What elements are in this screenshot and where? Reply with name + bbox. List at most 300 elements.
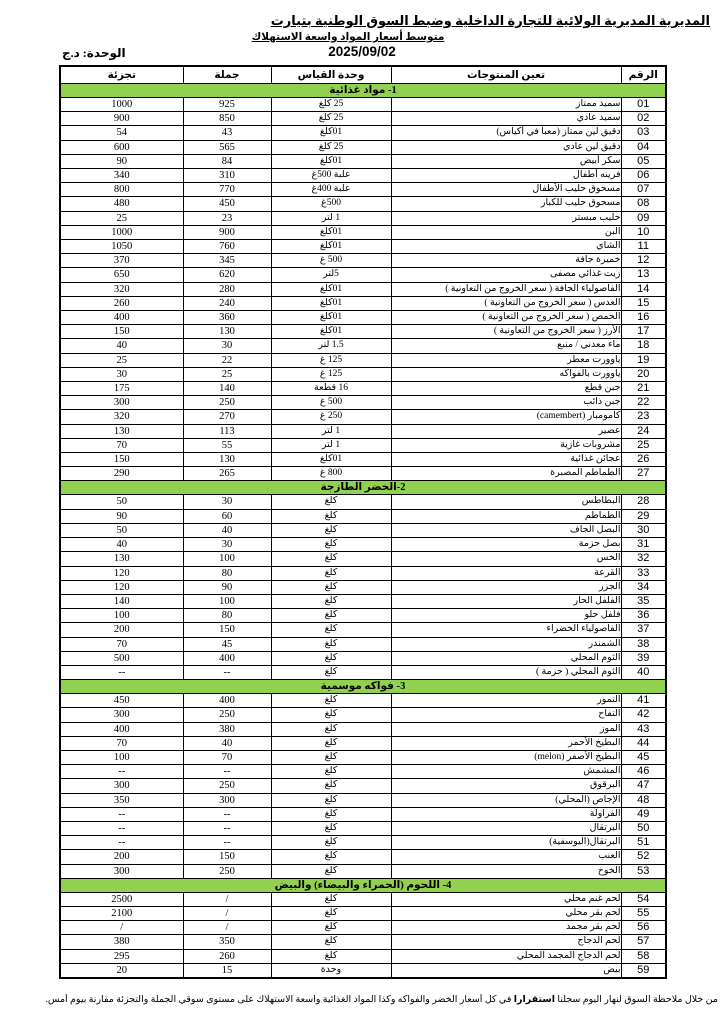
cell-retail-price: 320 <box>60 282 183 296</box>
cell-product-name: مشروبات غازية <box>391 438 621 452</box>
cell-number: 45 <box>621 750 666 764</box>
cell-wholesale-price: 250 <box>183 864 271 878</box>
cell-product-name: الأرز ( سعر الخروج من التعاونية ) <box>391 325 621 339</box>
cell-retail-price: 140 <box>60 594 183 608</box>
cell-number: 35 <box>621 594 666 608</box>
cell-retail-price: 600 <box>60 140 183 154</box>
cell-wholesale-price: 90 <box>183 580 271 594</box>
cell-product-name: جبن قطع <box>391 382 621 396</box>
table-row <box>60 864 666 878</box>
cell-retail-price: 120 <box>60 566 183 580</box>
cell-product-name: الشاي <box>391 240 621 254</box>
table-row <box>60 98 666 112</box>
cell-wholesale-price: 150 <box>183 623 271 637</box>
cell-wholesale-price: 450 <box>183 197 271 211</box>
table-row <box>60 169 666 183</box>
cell-number: 17 <box>621 325 666 339</box>
cell-number: 09 <box>621 211 666 225</box>
cell-retail-price: 260 <box>60 296 183 310</box>
cell-product-name: الفاصولياء الخضراء <box>391 623 621 637</box>
table-row <box>60 453 666 467</box>
cell-retail-price: 50 <box>60 495 183 509</box>
cell-number: 42 <box>621 708 666 722</box>
cell-retail-price: 340 <box>60 169 183 183</box>
cell-retail-price: 400 <box>60 311 183 325</box>
cell-retail-price: 1000 <box>60 225 183 239</box>
cell-measure-unit: كلغ <box>271 750 391 764</box>
cell-measure-unit: كلغ <box>271 850 391 864</box>
column-header-3: جملة <box>183 66 271 84</box>
cell-measure-unit: كلغ <box>271 821 391 835</box>
cell-measure-unit: كلغ <box>271 609 391 623</box>
table-row <box>60 538 666 552</box>
cell-wholesale-price: 30 <box>183 339 271 353</box>
cell-number: 47 <box>621 779 666 793</box>
cell-number: 23 <box>621 410 666 424</box>
cell-wholesale-price: 30 <box>183 538 271 552</box>
date-row <box>59 44 665 63</box>
cell-wholesale-price: 80 <box>183 609 271 623</box>
table-row <box>60 382 666 396</box>
cell-measure-unit: 800 غ <box>271 467 391 481</box>
cell-product-name: لحم الدجاج <box>391 935 621 949</box>
cell-number: 10 <box>621 225 666 239</box>
cell-wholesale-price: 130 <box>183 325 271 339</box>
cell-measure-unit: كلغ <box>271 807 391 821</box>
table-row <box>60 367 666 381</box>
cell-retail-price: 150 <box>60 453 183 467</box>
cell-wholesale-price: 113 <box>183 424 271 438</box>
cell-product-name: خميرة جافة <box>391 254 621 268</box>
cell-number: 36 <box>621 609 666 623</box>
cell-wholesale-price: 60 <box>183 509 271 523</box>
cell-number: 02 <box>621 112 666 126</box>
table-row <box>60 850 666 864</box>
table-row <box>60 906 666 920</box>
table-row <box>60 410 666 424</box>
cell-wholesale-price: 400 <box>183 694 271 708</box>
cell-wholesale-price: / <box>183 921 271 935</box>
table-row <box>60 949 666 963</box>
cell-retail-price: 100 <box>60 750 183 764</box>
cell-number: 54 <box>621 892 666 906</box>
cell-number: 57 <box>621 935 666 949</box>
table-row <box>60 963 666 978</box>
cell-measure-unit: كلغ <box>271 566 391 580</box>
cell-retail-price: -- <box>60 807 183 821</box>
cell-wholesale-price: -- <box>183 836 271 850</box>
cell-product-name: الموز <box>391 722 621 736</box>
section-header-row-1 <box>60 84 666 98</box>
table-row <box>60 765 666 779</box>
table-row <box>60 935 666 949</box>
cell-retail-price: 100 <box>60 609 183 623</box>
footer-note-bold-word: استقرارا <box>513 994 555 1005</box>
cell-product-name: لحم غنم محلي <box>391 892 621 906</box>
cell-measure-unit: كلغ <box>271 708 391 722</box>
cell-measure-unit: 1 لتر <box>271 211 391 225</box>
table-row <box>60 225 666 239</box>
cell-retail-price: 40 <box>60 339 183 353</box>
table-row <box>60 694 666 708</box>
cell-product-name: لحم بقر محلي <box>391 906 621 920</box>
cell-number: 40 <box>621 665 666 679</box>
price-table <box>59 65 667 979</box>
cell-number: 21 <box>621 382 666 396</box>
table-row <box>60 467 666 481</box>
cell-retail-price: 350 <box>60 793 183 807</box>
cell-number: 12 <box>621 254 666 268</box>
cell-wholesale-price: 80 <box>183 566 271 580</box>
cell-retail-price: 300 <box>60 396 183 410</box>
cell-measure-unit: 01كلغ <box>271 154 391 168</box>
cell-measure-unit: 01كلغ <box>271 282 391 296</box>
cell-measure-unit: 5لتر <box>271 268 391 282</box>
table-row <box>60 140 666 154</box>
section-header-row-2 <box>60 481 666 495</box>
cell-product-name: فرينه أطفال <box>391 169 621 183</box>
cell-wholesale-price: 760 <box>183 240 271 254</box>
cell-product-name: البطاطس <box>391 495 621 509</box>
table-row <box>60 325 666 339</box>
cell-number: 43 <box>621 722 666 736</box>
table-row <box>60 793 666 807</box>
cell-number: 51 <box>621 836 666 850</box>
table-row <box>60 779 666 793</box>
table-row <box>60 339 666 353</box>
table-row <box>60 736 666 750</box>
cell-retail-price: -- <box>60 765 183 779</box>
cell-product-name: عجائن غذائية <box>391 453 621 467</box>
table-row <box>60 580 666 594</box>
table-row <box>60 637 666 651</box>
cell-measure-unit: كلغ <box>271 495 391 509</box>
cell-retail-price: 150 <box>60 325 183 339</box>
cell-retail-price: 130 <box>60 424 183 438</box>
cell-measure-unit: 01كلغ <box>271 240 391 254</box>
cell-wholesale-price: / <box>183 906 271 920</box>
cell-retail-price: 30 <box>60 367 183 381</box>
cell-product-name: كامومبار (camembert) <box>391 410 621 424</box>
cell-retail-price: 54 <box>60 126 183 140</box>
column-header-0: الرقم <box>621 66 666 84</box>
cell-product-name: البرقوق <box>391 779 621 793</box>
cell-wholesale-price: / <box>183 892 271 906</box>
cell-product-name: زيت غذائي مصفى <box>391 268 621 282</box>
table-row <box>60 566 666 580</box>
cell-measure-unit: كلغ <box>271 779 391 793</box>
table-row <box>60 211 666 225</box>
currency-unit-label: الوحدة: د.ج <box>62 46 126 60</box>
cell-measure-unit: 1 لتر <box>271 438 391 452</box>
cell-measure-unit: كلغ <box>271 906 391 920</box>
cell-measure-unit: كلغ <box>271 580 391 594</box>
cell-retail-price: 400 <box>60 722 183 736</box>
cell-retail-price: 295 <box>60 949 183 963</box>
cell-wholesale-price: 15 <box>183 963 271 978</box>
cell-measure-unit: 01كلغ <box>271 296 391 310</box>
cell-measure-unit: 01كلغ <box>271 126 391 140</box>
cell-measure-unit: 01كلغ <box>271 311 391 325</box>
cell-retail-price: 1050 <box>60 240 183 254</box>
cell-number: 05 <box>621 154 666 168</box>
cell-wholesale-price: 30 <box>183 495 271 509</box>
cell-retail-price: 1000 <box>60 98 183 112</box>
cell-number: 27 <box>621 467 666 481</box>
cell-number: 29 <box>621 509 666 523</box>
cell-measure-unit: 1 لتر <box>271 424 391 438</box>
cell-measure-unit: 25 كلغ <box>271 140 391 154</box>
cell-retail-price: 25 <box>60 211 183 225</box>
cell-product-name: دقيق لين ممتاز (معبأ في أكياس) <box>391 126 621 140</box>
cell-number: 14 <box>621 282 666 296</box>
cell-product-name: ياوورت معطر <box>391 353 621 367</box>
table-row <box>60 240 666 254</box>
cell-product-name: فلفل حلو <box>391 609 621 623</box>
cell-wholesale-price: 380 <box>183 722 271 736</box>
cell-measure-unit: كلغ <box>271 623 391 637</box>
cell-product-name: سميد عادي <box>391 112 621 126</box>
cell-measure-unit: 01كلغ <box>271 453 391 467</box>
cell-product-name: البرتقال(اليوسفية) <box>391 836 621 850</box>
section-title: 2-الخضر الطازجة <box>60 481 666 495</box>
cell-product-name: الفلفل الحار <box>391 594 621 608</box>
cell-wholesale-price: 84 <box>183 154 271 168</box>
cell-product-name: البرتقال <box>391 821 621 835</box>
cell-wholesale-price: -- <box>183 665 271 679</box>
column-header-4: تجزئة <box>60 66 183 84</box>
cell-product-name: عصير <box>391 424 621 438</box>
table-row <box>60 396 666 410</box>
report-date: 2025/09/02 <box>328 44 396 59</box>
cell-retail-price: 90 <box>60 154 183 168</box>
cell-product-name: التمور <box>391 694 621 708</box>
cell-wholesale-price: 240 <box>183 296 271 310</box>
cell-measure-unit: كلغ <box>271 523 391 537</box>
cell-number: 08 <box>621 197 666 211</box>
cell-measure-unit: 500غ <box>271 197 391 211</box>
cell-measure-unit: وحدة <box>271 963 391 978</box>
cell-wholesale-price: 260 <box>183 949 271 963</box>
cell-measure-unit: كلغ <box>271 651 391 665</box>
cell-measure-unit: كلغ <box>271 892 391 906</box>
cell-number: 19 <box>621 353 666 367</box>
cell-measure-unit: 125 غ <box>271 367 391 381</box>
cell-measure-unit: كلغ <box>271 538 391 552</box>
cell-retail-price: 175 <box>60 382 183 396</box>
cell-product-name: الفاصولياء الجافة ( سعر الخروج من التعاونية ) <box>391 282 621 296</box>
cell-retail-price: -- <box>60 665 183 679</box>
table-row <box>60 892 666 906</box>
cell-wholesale-price: -- <box>183 821 271 835</box>
cell-number: 16 <box>621 311 666 325</box>
cell-wholesale-price: 140 <box>183 382 271 396</box>
table-row <box>60 438 666 452</box>
cell-product-name: البصل الجاف <box>391 523 621 537</box>
cell-wholesale-price: 25 <box>183 367 271 381</box>
cell-measure-unit: كلغ <box>271 765 391 779</box>
cell-measure-unit: كلغ <box>271 552 391 566</box>
cell-number: 15 <box>621 296 666 310</box>
cell-retail-price: 500 <box>60 651 183 665</box>
cell-measure-unit: كلغ <box>271 864 391 878</box>
column-header-1: تعين المنتوجات <box>391 66 621 84</box>
cell-number: 25 <box>621 438 666 452</box>
cell-wholesale-price: 130 <box>183 453 271 467</box>
table-row <box>60 750 666 764</box>
table-row <box>60 722 666 736</box>
table-row <box>60 183 666 197</box>
table-row <box>60 609 666 623</box>
cell-number: 59 <box>621 963 666 978</box>
cell-wholesale-price: 100 <box>183 594 271 608</box>
cell-product-name: ياوورت بالفواكه <box>391 367 621 381</box>
cell-retail-price: 200 <box>60 623 183 637</box>
cell-product-name: بيض <box>391 963 621 978</box>
cell-wholesale-price: 100 <box>183 552 271 566</box>
cell-retail-price: 800 <box>60 183 183 197</box>
cell-number: 30 <box>621 523 666 537</box>
cell-retail-price: 2500 <box>60 892 183 906</box>
table-row <box>60 154 666 168</box>
cell-product-name: الجزر <box>391 580 621 594</box>
cell-product-name: البطيخ الأحمر <box>391 736 621 750</box>
cell-measure-unit: 16 قطعة <box>271 382 391 396</box>
cell-wholesale-price: 565 <box>183 140 271 154</box>
section-header-row-3 <box>60 680 666 694</box>
cell-number: 32 <box>621 552 666 566</box>
cell-product-name: الشمندر <box>391 637 621 651</box>
table-row <box>60 112 666 126</box>
table-row <box>60 424 666 438</box>
cell-product-name: الإجاص (المحلي) <box>391 793 621 807</box>
cell-measure-unit: كلغ <box>271 949 391 963</box>
cell-product-name: سكر أبيض <box>391 154 621 168</box>
cell-measure-unit: 01كلغ <box>271 225 391 239</box>
table-row <box>60 651 666 665</box>
cell-product-name: القرعة <box>391 566 621 580</box>
cell-wholesale-price: 40 <box>183 736 271 750</box>
cell-number: 07 <box>621 183 666 197</box>
cell-number: 26 <box>621 453 666 467</box>
cell-wholesale-price: 265 <box>183 467 271 481</box>
cell-retail-price: 130 <box>60 552 183 566</box>
cell-wholesale-price: 22 <box>183 353 271 367</box>
document-title: المديرية المديرية الولائية للتجارة الداخلية وضبط السوق الوطنية بتيارت <box>270 13 710 28</box>
cell-number: 55 <box>621 906 666 920</box>
cell-number: 06 <box>621 169 666 183</box>
cell-measure-unit: كلغ <box>271 921 391 935</box>
cell-retail-price: 20 <box>60 963 183 978</box>
section-title: 1- مواد غذائية <box>60 84 666 98</box>
cell-retail-price: 300 <box>60 864 183 878</box>
cell-number: 20 <box>621 367 666 381</box>
table-row <box>60 296 666 310</box>
table-row <box>60 126 666 140</box>
cell-retail-price: 480 <box>60 197 183 211</box>
cell-wholesale-price: 45 <box>183 637 271 651</box>
cell-measure-unit: كلغ <box>271 665 391 679</box>
cell-wholesale-price: 280 <box>183 282 271 296</box>
cell-number: 11 <box>621 240 666 254</box>
cell-number: 48 <box>621 793 666 807</box>
cell-number: 13 <box>621 268 666 282</box>
cell-measure-unit: كلغ <box>271 509 391 523</box>
section-header-row-4 <box>60 878 666 892</box>
cell-retail-price: 40 <box>60 538 183 552</box>
cell-product-name: دقيق لين عادي <box>391 140 621 154</box>
table-row <box>60 523 666 537</box>
cell-retail-price: 70 <box>60 736 183 750</box>
cell-number: 01 <box>621 98 666 112</box>
cell-product-name: بصل حزمة <box>391 538 621 552</box>
table-row <box>60 921 666 935</box>
cell-number: 28 <box>621 495 666 509</box>
cell-number: 37 <box>621 623 666 637</box>
cell-product-name: الثوم المحلي ( حزمة ) <box>391 665 621 679</box>
table-row <box>60 509 666 523</box>
cell-wholesale-price: 23 <box>183 211 271 225</box>
table-row <box>60 807 666 821</box>
cell-product-name: جبن ذائب <box>391 396 621 410</box>
cell-retail-price: 70 <box>60 637 183 651</box>
table-row <box>60 353 666 367</box>
cell-retail-price: 70 <box>60 438 183 452</box>
footer-note-text-end: في كل أسعار الخضر والفواكه وكذا المواد الغذائية واسعة الاستهلاك على مستوى سوقي الجملة والتجزئة مقارنة بيوم أمس. <box>45 994 514 1005</box>
cell-wholesale-price: 350 <box>183 935 271 949</box>
cell-retail-price: 370 <box>60 254 183 268</box>
cell-retail-price: 290 <box>60 467 183 481</box>
cell-measure-unit: 01كلغ <box>271 325 391 339</box>
cell-product-name: المشمش <box>391 765 621 779</box>
cell-product-name: ماء معدني / منبع <box>391 339 621 353</box>
cell-measure-unit: 25 كلغ <box>271 98 391 112</box>
cell-number: 33 <box>621 566 666 580</box>
cell-retail-price: 300 <box>60 779 183 793</box>
cell-product-name: العدس ( سعر الخروج من التعاونية ) <box>391 296 621 310</box>
cell-measure-unit: علبة 400غ <box>271 183 391 197</box>
cell-measure-unit: كلغ <box>271 793 391 807</box>
cell-measure-unit: كلغ <box>271 836 391 850</box>
cell-wholesale-price: 70 <box>183 750 271 764</box>
cell-number: 56 <box>621 921 666 935</box>
cell-measure-unit: كلغ <box>271 722 391 736</box>
cell-wholesale-price: 620 <box>183 268 271 282</box>
cell-measure-unit: 1.5 لتر <box>271 339 391 353</box>
cell-number: 44 <box>621 736 666 750</box>
cell-wholesale-price: 360 <box>183 311 271 325</box>
table-row <box>60 495 666 509</box>
cell-wholesale-price: 55 <box>183 438 271 452</box>
table-row <box>60 282 666 296</box>
cell-number: 50 <box>621 821 666 835</box>
cell-retail-price: 120 <box>60 580 183 594</box>
cell-retail-price: 380 <box>60 935 183 949</box>
cell-wholesale-price: 925 <box>183 98 271 112</box>
footer-note <box>6 994 718 1005</box>
cell-product-name: مسحوق حليب للكبار <box>391 197 621 211</box>
cell-retail-price: 300 <box>60 708 183 722</box>
cell-wholesale-price: 43 <box>183 126 271 140</box>
table-row <box>60 821 666 835</box>
cell-measure-unit: كلغ <box>271 935 391 949</box>
cell-number: 41 <box>621 694 666 708</box>
cell-wholesale-price: 400 <box>183 651 271 665</box>
cell-retail-price: 25 <box>60 353 183 367</box>
cell-number: 22 <box>621 396 666 410</box>
table-row <box>60 268 666 282</box>
cell-product-name: لحم الدجاج المجمد المحلي <box>391 949 621 963</box>
